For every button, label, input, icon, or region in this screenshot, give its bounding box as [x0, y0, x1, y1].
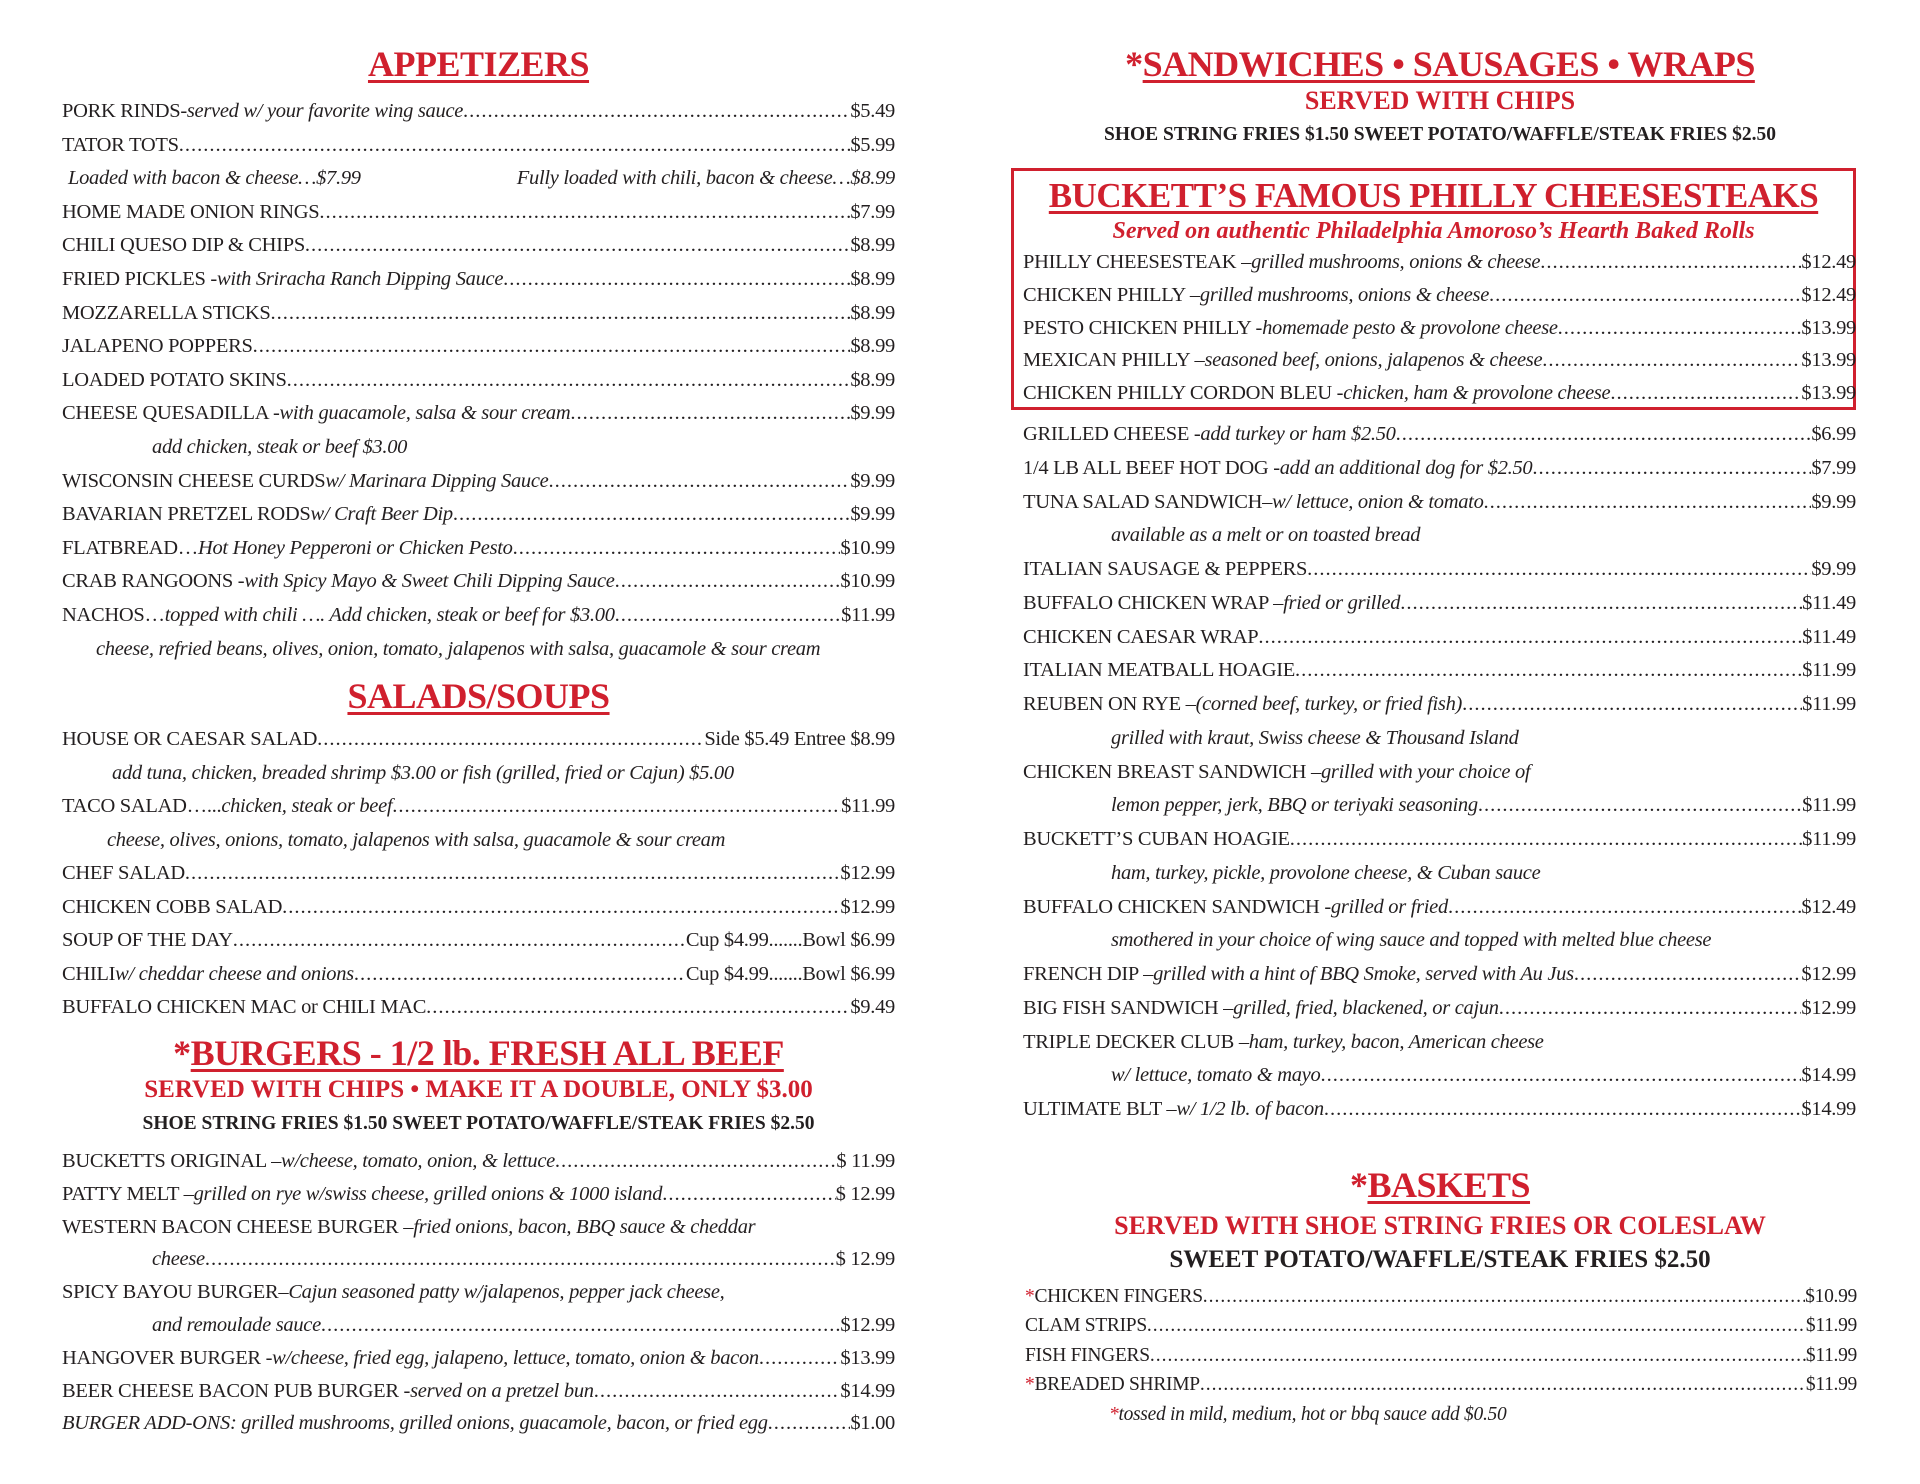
item-description: Cajun seasoned patty w/jalapenos, pepper jack cheese, [288, 1281, 725, 1304]
dot-leader [1200, 1370, 1806, 1399]
item-description: w/ 1/2 lb. of bacon [1176, 1098, 1324, 1120]
item-price: $7.99 [850, 200, 895, 223]
menu-item [62, 129, 895, 163]
item-price: $8.99 [850, 267, 895, 290]
item-price: $11.49 [1802, 625, 1856, 648]
dot-leader [555, 1145, 836, 1178]
menu-item [62, 1211, 895, 1244]
item-price: $9.49 [850, 996, 895, 1018]
menu-item [62, 1407, 895, 1440]
item-name: CHEF SALAD [62, 862, 185, 884]
dot-leader [1489, 279, 1801, 312]
menu-options-line [62, 162, 895, 196]
dot-leader [548, 465, 850, 499]
menu-item [62, 991, 895, 1025]
item-name: BEER CHEESE BACON PUB BURGER - [62, 1379, 411, 1402]
dot-leader [1203, 1282, 1805, 1311]
item-name: 1/4 LB ALL BEEF HOT DOG - [1023, 456, 1280, 479]
section-subtitle: SERVED WITH SHOE STRING FRIES OR COLESLAW [1114, 1211, 1766, 1240]
menu-item [1023, 418, 1856, 452]
menu-item [62, 857, 895, 891]
menu-item [1023, 312, 1856, 345]
menu-item [62, 924, 895, 958]
item-name: FISH FINGERS [1025, 1344, 1150, 1366]
menu-item [62, 532, 895, 566]
item-name: HOUSE OR CAESAR SALAD [62, 728, 318, 750]
item-price: $11.99 [1805, 1344, 1857, 1366]
note-text: available as a melt or on toasted bread [1111, 524, 1421, 547]
dot-leader [1324, 1093, 1802, 1127]
item-name: CHICKEN PHILLY – [1023, 283, 1200, 306]
note-line [1023, 519, 1856, 553]
section-title: *SANDWICHES • SAUSAGES • WRAPS [1125, 44, 1755, 84]
item-name: BIG FISH SANDWICH – [1023, 996, 1234, 1019]
item-price: $8.99 [850, 301, 895, 324]
item-price: $1.00 [850, 1412, 895, 1435]
dot-leader [615, 565, 841, 599]
menu-item [1023, 587, 1856, 621]
item-price: $11.99 [841, 795, 895, 817]
dot-leader [426, 991, 850, 1025]
item-name: CHICKEN FINGERS [1034, 1286, 1203, 1307]
item-description: cheese [152, 1248, 205, 1271]
sandwiches-section [1023, 44, 1857, 152]
menu-item [1023, 789, 1856, 823]
burgers-section [62, 1033, 895, 1141]
menu-item [62, 498, 895, 532]
menu-item [1025, 1282, 1857, 1311]
item-description: add an additional dog for $2.50 [1279, 456, 1533, 479]
dot-leader [1462, 688, 1802, 722]
item-name: CHEESE QUESADILLA - [62, 402, 280, 425]
menu-item [1023, 377, 1856, 410]
option-right: Fully loaded with chili, bacon & cheese…$8.99 [516, 167, 895, 190]
menu-item [62, 297, 895, 331]
menu-item [1023, 246, 1856, 279]
item-name: ITALIAN SAUSAGE & PEPPERS [1023, 558, 1308, 580]
item-name: CRAB RANGOONS - [62, 570, 245, 593]
item-price: $ 12.99 [835, 1182, 895, 1205]
item-price: $12.49 [1801, 283, 1856, 306]
note-line [62, 824, 895, 858]
baskets-section [1023, 1165, 1857, 1277]
dot-leader [768, 1407, 851, 1440]
appetizers-section [62, 44, 895, 84]
item-description: and remoulade sauce [152, 1313, 321, 1336]
item-price: $8.99 [850, 368, 895, 391]
item-description: grilled with your choice of [1320, 760, 1531, 783]
item-name: BUFFALO CHICKEN WRAP – [1023, 591, 1284, 614]
item-description: grilled, fried, blackened, or cajun [1233, 996, 1499, 1019]
dot-leader [1448, 891, 1801, 925]
item-price: $11.99 [1802, 828, 1856, 850]
item-description: w/cheese, tomato, onion, & lettuce [281, 1150, 555, 1172]
item-price: $12.99 [840, 1313, 895, 1336]
item-description: chicken, ham & provolone cheese [1343, 382, 1611, 405]
menu-item [1023, 1093, 1856, 1127]
dot-leader [392, 790, 841, 824]
item-price: $12.49 [1801, 895, 1856, 918]
item-description: homemade pesto & provolone cheese [1262, 316, 1558, 339]
item-description: grilled on rye w/swiss cheese, grilled onions & 1000 island [193, 1182, 663, 1205]
option-left: Loaded with bacon & cheese…$7.99 [68, 167, 361, 190]
fries-upgrade: SHOE STRING FRIES $1.50 SWEET POTATO/WAFFLE/STEAK FRIES $2.50 [1103, 124, 1776, 145]
item-description: w/ lettuce, onion & tomato [1272, 490, 1484, 513]
item-name: LOADED POTATO SKINS [62, 368, 287, 391]
menu-item [62, 1375, 895, 1408]
item-price: $ 12.99 [835, 1248, 895, 1271]
menu-item [1023, 958, 1856, 992]
item-name: BAVARIAN PRETZEL RODS [62, 503, 311, 526]
item-price: $10.99 [840, 570, 895, 593]
item-name: BUFFALO CHICKEN MAC or CHILI MAC [62, 996, 427, 1018]
item-name: TRIPLE DECKER CLUB – [1023, 1030, 1249, 1053]
dot-leader [1147, 1311, 1806, 1340]
item-description: w/ lettuce, tomato & mayo [1111, 1064, 1321, 1087]
dot-leader [1478, 789, 1802, 823]
item-description: Hot Honey Pepperoni or Chicken Pesto [197, 536, 513, 559]
item-price: $14.99 [840, 1379, 895, 1402]
item-name: SOUP OF THE DAY [62, 929, 233, 951]
note-text: tossed in mild, medium, hot or bbq sauce add $0.50 [1118, 1403, 1507, 1425]
menu-item [62, 1309, 895, 1342]
item-price: $11.99 [1802, 659, 1856, 682]
dot-leader [1396, 418, 1812, 452]
dot-leader [287, 364, 851, 398]
dot-leader [270, 297, 850, 331]
item-name: FLATBREAD… [62, 536, 198, 559]
section-title: APPETIZERS [367, 44, 590, 84]
menu-item [1023, 1026, 1856, 1060]
note-line [1023, 857, 1856, 891]
item-name: MEXICAN PHILLY – [1023, 349, 1205, 372]
item-price: $9.99 [850, 469, 895, 492]
menu-item [62, 397, 895, 431]
item-price: $11.99 [1805, 1374, 1857, 1396]
item-description: topped with chili …. Add chicken, steak or beef for $3.00 [164, 603, 615, 626]
item-price: $12.49 [1801, 251, 1856, 273]
dot-leader [1307, 553, 1811, 587]
dot-leader [453, 498, 850, 532]
item-name: GRILLED CHEESE - [1023, 423, 1201, 445]
item-name: WISCONSIN CHEESE CURDS [62, 469, 326, 492]
philly-subtitle: Served on authentic Philadelphia Amoroso’s Hearth Baked Rolls [1112, 218, 1755, 244]
menu-item [62, 196, 895, 230]
section-subtitle: SERVED WITH CHIPS • MAKE IT A DOUBLE, ONLY $3.00 [144, 1076, 813, 1103]
note-text: cheese, olives, onions, tomato, jalapenos with salsa, guacamole & sour cream [107, 828, 726, 851]
dot-leader [282, 891, 840, 925]
item-name: BUFFALO CHICKEN SANDWICH - [1023, 895, 1331, 918]
item-name: CHICKEN COBB SALAD [62, 895, 283, 918]
dot-leader [662, 1178, 835, 1211]
item-name: FRENCH DIP – [1023, 963, 1154, 985]
dot-leader [233, 924, 686, 958]
note-line [1025, 1400, 1857, 1429]
item-price: $14.99 [1801, 1098, 1856, 1120]
dot-leader [1295, 654, 1802, 688]
item-price: Cup $4.99.......Bowl $6.99 [685, 962, 895, 985]
item-price: $11.99 [1805, 1315, 1857, 1337]
note-text: add tuna, chicken, breaded shrimp $3.00 or fish (grilled, fried or Cajun) $5.00 [112, 761, 734, 784]
item-description: seasoned beef, onions, jalapenos & cheese [1204, 349, 1543, 372]
dot-leader [1540, 246, 1801, 279]
item-description: ham, turkey, bacon, American cheese [1248, 1030, 1544, 1053]
item-name: REUBEN ON RYE – [1023, 693, 1196, 715]
dot-leader [1258, 621, 1802, 655]
menu-item [1023, 344, 1856, 377]
menu-item [1023, 621, 1856, 655]
item-price: $11.99 [841, 603, 895, 626]
item-price: $10.99 [840, 536, 895, 559]
note-line [1023, 722, 1856, 756]
dot-leader [1400, 587, 1802, 621]
item-name: JALAPENO POPPERS [62, 335, 253, 358]
item-description: grilled mushrooms, onions & cheese [1199, 283, 1490, 306]
philly-title: BUCKETT’S FAMOUS PHILLY CHEESESTEAKS [1048, 176, 1819, 215]
item-price: $5.49 [850, 100, 895, 122]
menu-item [62, 1145, 895, 1178]
appetizers-list [62, 95, 895, 666]
item-price: $11.99 [1802, 693, 1856, 715]
menu-item [62, 364, 895, 398]
item-name: CHICKEN BREAST SANDWICH – [1023, 760, 1321, 783]
item-name: HOME MADE ONION RINGS [62, 200, 320, 223]
item-name: TUNA SALAD SANDWICH– [1023, 490, 1273, 513]
item-description: with Spicy Mayo & Sweet Chili Dipping Sauce [244, 570, 615, 593]
item-name: TACO SALAD…... [62, 795, 222, 817]
philly-list [1023, 246, 1856, 410]
item-description: w/ Marinara Dipping Sauce [325, 469, 549, 492]
item-name: PESTO CHICKEN PHILLY - [1023, 316, 1263, 339]
item-name: MOZZARELLA STICKS [62, 301, 271, 324]
note-line [62, 431, 895, 465]
item-price: $11.49 [1802, 591, 1856, 614]
fries-upgrade: SHOE STRING FRIES $1.50 SWEET POTATO/WAFFLE/STEAK FRIES $2.50 [142, 1113, 815, 1134]
dot-leader [354, 958, 686, 992]
menu-item [62, 565, 895, 599]
menu-item [62, 330, 895, 364]
dot-leader [319, 196, 850, 230]
item-price: $6.99 [1811, 423, 1856, 445]
item-price: $5.99 [850, 133, 895, 156]
item-price: $12.99 [1801, 996, 1856, 1019]
salads-section [62, 676, 895, 716]
note-text: add chicken, steak or beef $3.00 [152, 435, 408, 458]
salads-list [62, 723, 895, 1025]
item-description: with guacamole, salsa & sour cream [279, 402, 571, 425]
note-line [1023, 924, 1856, 958]
item-description: with Sriracha Ranch Dipping Sauce [216, 267, 504, 290]
item-name: SPICY BAYOU BURGER– [62, 1281, 289, 1304]
item-price: Cup $4.99.......Bowl $6.99 [685, 929, 895, 951]
note-line [62, 757, 895, 791]
dot-leader [594, 1375, 841, 1408]
menu-item [62, 95, 895, 129]
note-text: smothered in your choice of wing sauce and topped with melted blue cheese [1111, 929, 1712, 952]
item-description: fried or grilled [1283, 591, 1401, 614]
item-price: $9.99 [1811, 558, 1856, 580]
item-description: w/cheese, fried egg, jalapeno, lettuce, tomato, onion & bacon [272, 1346, 759, 1369]
menu-item [62, 723, 895, 757]
menu-item [62, 1178, 895, 1211]
dot-leader [513, 532, 841, 566]
item-price: $12.99 [840, 862, 895, 884]
menu-item [1023, 688, 1856, 722]
item-name: PORK RINDS- [62, 100, 187, 122]
menu-item [1023, 553, 1856, 587]
item-name: ULTIMATE BLT – [1023, 1098, 1177, 1120]
item-description: w/ cheddar cheese and onions [115, 962, 354, 985]
dot-leader [185, 857, 841, 891]
dot-leader [759, 1342, 841, 1375]
menu-item [62, 599, 895, 633]
item-name: CHILI [62, 962, 116, 985]
menu-item [1025, 1311, 1857, 1340]
item-price: $10.99 [1805, 1286, 1857, 1307]
dot-leader [179, 129, 851, 163]
asterisk: * [1025, 1286, 1035, 1307]
section-title: *BASKETS [1349, 1165, 1531, 1205]
item-price: $8.99 [850, 335, 895, 358]
menu-item [62, 790, 895, 824]
item-description: (corned beef, turkey, or fried fish) [1195, 693, 1463, 715]
dot-leader [1558, 312, 1802, 345]
baskets-list [1025, 1282, 1857, 1429]
item-name: CHICKEN CAESAR WRAP [1023, 625, 1259, 648]
item-price: $12.99 [840, 895, 895, 918]
menu-item [1023, 823, 1856, 857]
item-price: $9.99 [1811, 490, 1856, 513]
item-name: HANGOVER BURGER - [62, 1346, 273, 1369]
item-name: PATTY MELT – [62, 1182, 194, 1205]
note-text: ham, turkey, pickle, provolone cheese, & Cuban sauce [1111, 861, 1541, 884]
item-name: NACHOS… [62, 603, 165, 626]
menu-item [62, 1276, 895, 1309]
dot-leader [1290, 823, 1802, 857]
burgers-list [62, 1145, 895, 1440]
menu-item [1023, 992, 1856, 1026]
note-line [62, 633, 895, 667]
menu-item [62, 263, 895, 297]
item-description: grilled with a hint of BBQ Smoke, served with Au Jus [1153, 963, 1574, 985]
dot-leader [1499, 992, 1802, 1026]
section-subtitle: SERVED WITH CHIPS [1304, 86, 1576, 115]
item-description: add turkey or ham $2.50 [1200, 423, 1396, 445]
dot-leader [463, 95, 850, 129]
item-price: $14.99 [1801, 1064, 1856, 1087]
section-title: *BURGERS - 1/2 lb. FRESH ALL BEEF [173, 1033, 784, 1073]
menu-item [62, 1243, 895, 1276]
dot-leader [570, 397, 850, 431]
asterisk: * [1025, 1374, 1035, 1396]
item-price: $13.99 [1801, 349, 1856, 372]
menu-item [1023, 452, 1856, 486]
menu-item [62, 229, 895, 263]
item-description: chicken, steak or beef [221, 795, 393, 817]
item-price: $13.99 [840, 1346, 895, 1369]
sandwiches-list [1023, 418, 1856, 1127]
dot-leader [615, 599, 842, 633]
dot-leader [1150, 1341, 1806, 1370]
menu-item [62, 465, 895, 499]
item-price: $12.99 [1801, 963, 1856, 985]
dot-leader [205, 1243, 836, 1276]
section-title: SALADS/SOUPS [347, 676, 610, 716]
item-price: $7.99 [1811, 456, 1856, 479]
item-name: PHILLY CHEESESTEAK – [1023, 251, 1252, 273]
item-description: grilled or fried [1330, 895, 1448, 918]
item-name: ITALIAN MEATBALL HOAGIE [1023, 659, 1295, 682]
item-description: grilled mushrooms, onions & cheese [1251, 251, 1541, 273]
menu-item [62, 958, 895, 992]
dot-leader [1532, 452, 1811, 486]
menu-item [1023, 486, 1856, 520]
item-price: $9.99 [850, 503, 895, 526]
item-name: CHICKEN PHILLY CORDON BLEU - [1023, 382, 1344, 405]
dot-leader [253, 330, 851, 364]
menu-item [1023, 1059, 1856, 1093]
dot-leader [1610, 377, 1801, 410]
menu-item [62, 1342, 895, 1375]
note-text: cheese, refried beans, olives, onion, tomato, jalapenos with salsa, guacamole & sour cream [96, 637, 821, 660]
menu-item [1023, 756, 1856, 790]
item-description: served on a pretzel bun [410, 1379, 594, 1402]
item-price: $13.99 [1801, 316, 1856, 339]
item-name: BREADED SHRIMP [1034, 1374, 1200, 1396]
dot-leader [1542, 344, 1801, 377]
dot-leader [1320, 1059, 1801, 1093]
item-name: CLAM STRIPS [1025, 1315, 1147, 1337]
item-price: $ 11.99 [836, 1150, 895, 1172]
menu-item [1025, 1341, 1857, 1370]
item-description: BURGER ADD-ONS: grilled mushrooms, grilled onions, guacamole, bacon, or fried egg [62, 1412, 768, 1435]
item-name: CHILI QUESO DIP & CHIPS [62, 234, 305, 257]
note-text: grilled with kraut, Swiss cheese & Thousand Island [1111, 726, 1519, 749]
item-price: Side $5.49 Entree $8.99 [704, 728, 895, 750]
item-description: served w/ your favorite wing sauce [186, 100, 464, 122]
menu-item [1023, 891, 1856, 925]
item-price: $11.99 [1802, 794, 1856, 817]
dot-leader [317, 723, 704, 757]
item-description: fried onions, bacon, BBQ sauce & cheddar [413, 1215, 756, 1238]
dot-leader [305, 229, 850, 263]
item-description: lemon pepper, jerk, BBQ or teriyaki seasoning [1111, 794, 1478, 817]
menu-item [1023, 279, 1856, 312]
asterisk: * [1109, 1403, 1119, 1425]
item-price: $8.99 [850, 234, 895, 257]
item-description: w/ Craft Beer Dip [310, 503, 453, 526]
item-price: $9.99 [850, 402, 895, 425]
item-price: $13.99 [1801, 382, 1856, 405]
item-name: BUCKETT’S CUBAN HOAGIE [1023, 828, 1290, 850]
dot-leader [1574, 958, 1802, 992]
dot-leader [1484, 486, 1812, 520]
menu-item [1025, 1370, 1857, 1399]
menu-item [62, 891, 895, 925]
menu-item [1023, 654, 1856, 688]
dot-leader [503, 263, 850, 297]
item-name: BUCKETTS ORIGINAL – [62, 1150, 282, 1172]
dot-leader [321, 1309, 841, 1342]
item-name: FRIED PICKLES - [62, 267, 217, 290]
item-name: WESTERN BACON CHEESE BURGER – [62, 1215, 414, 1238]
item-name: TATOR TOTS [62, 133, 179, 156]
fries-upgrade: SWEET POTATO/WAFFLE/STEAK FRIES $2.50 [1169, 1246, 1711, 1273]
